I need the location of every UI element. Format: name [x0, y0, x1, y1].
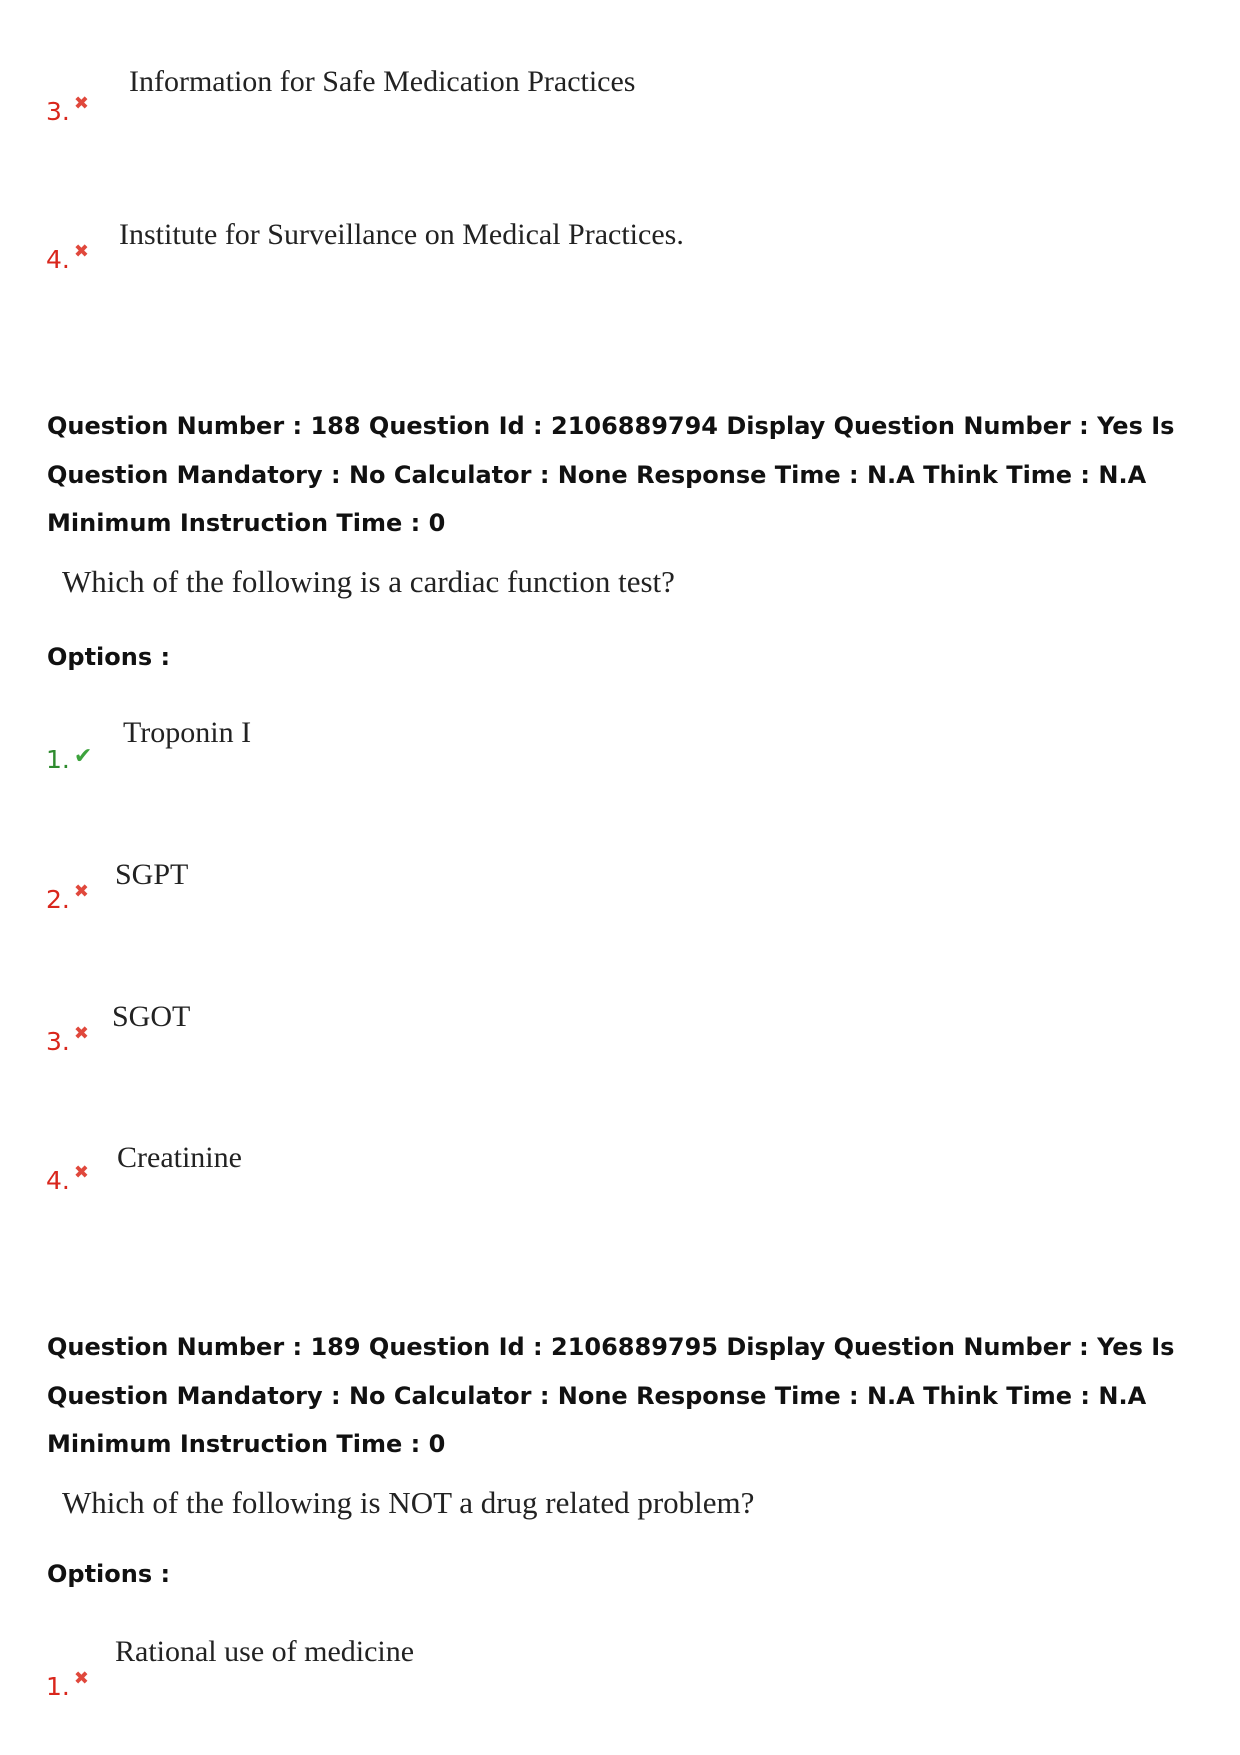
option-text: Institute for Surveillance on Medical Practices.: [119, 218, 684, 251]
question-meta: Question Number : 189 Question Id : 2106889795 Display Question Number : Yes Is Question Mandatory : No Calculator : None Response Time : N.A Think Time : N.A Minimum Instruction Time : 0: [47, 1333, 1175, 1458]
option-text: Troponin I: [123, 716, 252, 749]
option-number-label: 4.: [46, 245, 70, 274]
option-text: SGOT: [112, 1000, 191, 1033]
option-number-label: 1.: [46, 1672, 70, 1701]
option-number-label: 3.: [46, 1027, 70, 1056]
option-text: SGPT: [115, 858, 189, 891]
option-number: [46, 93, 89, 127]
question-text: Which of the following is a cardiac function test?: [62, 564, 675, 599]
option-number-label: 4.: [46, 1166, 70, 1195]
option-text: Creatinine: [117, 1141, 242, 1174]
option-number-label: 2.: [46, 885, 70, 914]
option-number-label: 3.: [46, 97, 70, 126]
option-number: [46, 1162, 89, 1196]
question-meta: Question Number : 188 Question Id : 2106889794 Display Question Number : Yes Is Question Mandatory : No Calculator : None Response Time : N.A Think Time : N.A Minimum Instruction Time : 0: [47, 412, 1175, 537]
question-text: Which of the following is NOT a drug related problem?: [62, 1485, 755, 1520]
option-number: [46, 881, 89, 915]
option-number: [46, 241, 89, 275]
check-icon: ✔: [73, 744, 93, 769]
option-number-label: 1.: [46, 745, 70, 774]
cross-icon: ✖: [73, 1668, 89, 1689]
options-label: Options :: [47, 1560, 171, 1588]
option-number: [46, 1023, 89, 1057]
option-text: Information for Safe Medication Practices: [129, 65, 636, 98]
cross-icon: ✖: [73, 241, 89, 262]
option-text: Rational use of medicine: [115, 1635, 415, 1668]
options-label: Options :: [47, 643, 171, 671]
cross-icon: ✖: [73, 93, 89, 114]
option-number: [46, 745, 92, 775]
cross-icon: ✖: [73, 1023, 89, 1044]
option-number: [46, 1668, 89, 1702]
cross-icon: ✖: [73, 1162, 89, 1183]
cross-icon: ✖: [73, 881, 89, 902]
